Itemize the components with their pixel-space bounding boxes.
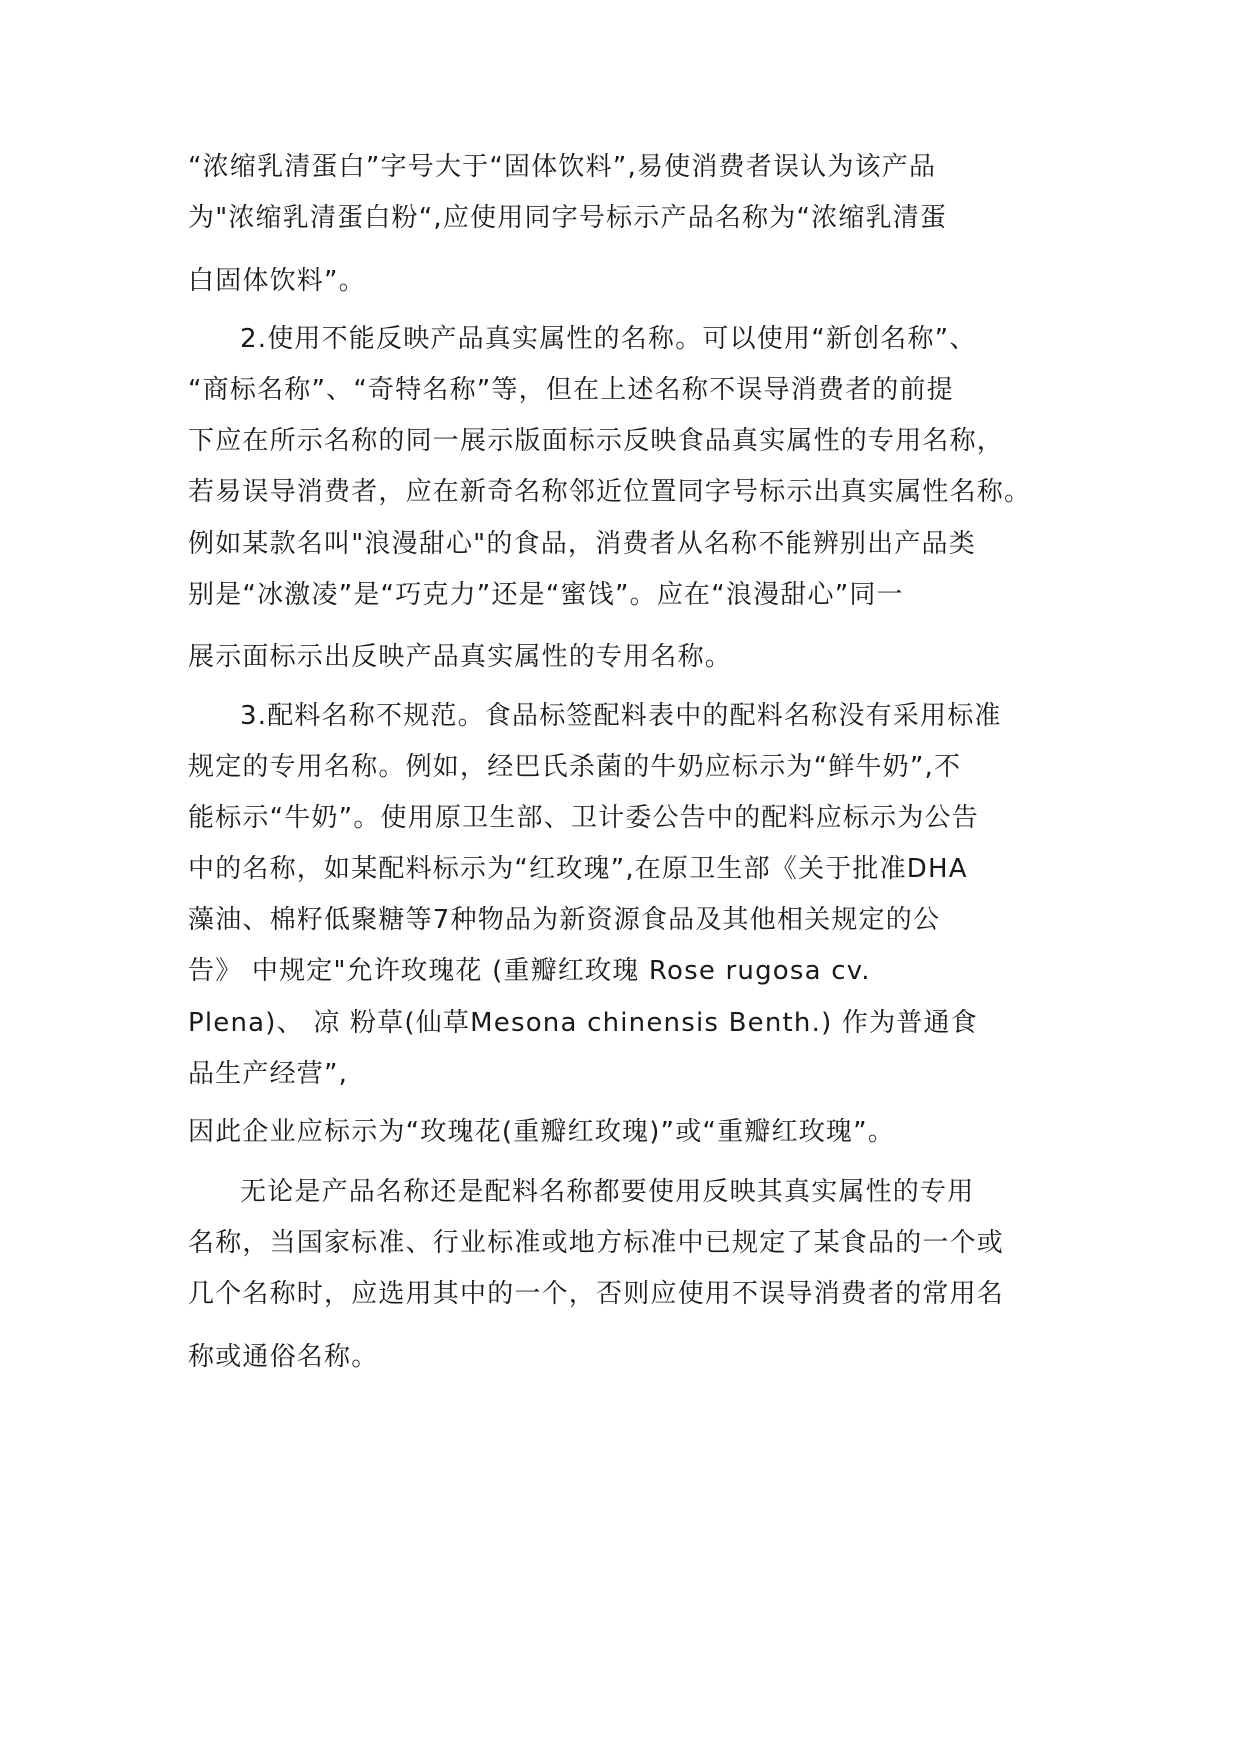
text-line: “浓缩乳清蛋白”字号大于“固体饮料”,易使消费者误认为该产品 [188, 152, 937, 182]
text-line: 名称，当国家标准、行业标准或地方标准中已规定了某食品的一个或 [188, 1228, 1005, 1258]
text-line: Plena)、 凉 粉草(仙草Mesona chinensis Benth.) 作为普通食 [188, 1008, 978, 1038]
text-line: 3.配料名称不规范。食品标签配料表中的配料名称没有采用标准 [240, 701, 1002, 731]
text-line: 称或通俗名称。 [188, 1342, 379, 1372]
text-line: 无论是产品名称还是配料名称都要使用反映其真实属性的专用 [240, 1177, 975, 1207]
text-line: 白固体饮料”。 [188, 266, 366, 296]
text-line: “商标名称”、“奇特名称”等，但在上述名称不误导消费者的前提 [188, 375, 954, 405]
text-line: 例如某款名叫"浪漫甜心"的食品，消费者从名称不能辨别出产品类 [188, 529, 976, 559]
text-line: 规定的专用名称。例如，经巴氏杀菌的牛奶应标示为“鲜牛奶”,不 [188, 752, 962, 782]
text-line: 能标示“牛奶”。使用原卫生部、卫计委公告中的配料应标示为公告 [188, 803, 979, 833]
text-line: 若易误导消费者，应在新奇名称邻近位置同字号标示出真实属性名称。 [188, 477, 1032, 507]
text-line: 中的名称，如某配料标示为“红玫瑰”,在原卫生部《关于批准DHA [188, 854, 968, 884]
text-line: 别是“冰激凌”是“巧克力”还是“蜜饯”。应在“浪漫甜心”同一 [188, 580, 904, 610]
text-line: 因此企业应标示为“玫瑰花(重瓣红玫瑰)”或“重瓣红玫瑰”。 [188, 1117, 895, 1147]
text-line: 告》 中规定"允许玫瑰花 (重瓣红玫瑰 Rose rugosa cv. [188, 956, 871, 986]
text-line: 为"浓缩乳清蛋白粉“,应使用同字号标示产品名称为“浓缩乳清蛋 [188, 203, 948, 233]
text-line: 展示面标示出反映产品真实属性的专用名称。 [188, 642, 733, 672]
text-line: 2.使用不能反映产品真实属性的名称。可以使用“新创名称”、 [240, 324, 977, 354]
text-line: 几个名称时，应选用其中的一个，否则应使用不误导消费者的常用名 [188, 1279, 1005, 1309]
text-line: 品生产经营”, [188, 1059, 349, 1089]
text-line: 藻油、棉籽低聚糖等7种物品为新资源食品及其他相关规定的公 [188, 905, 941, 935]
text-line: 下应在所示名称的同一展示版面标示反映食品真实属性的专用名称， [188, 426, 1005, 456]
